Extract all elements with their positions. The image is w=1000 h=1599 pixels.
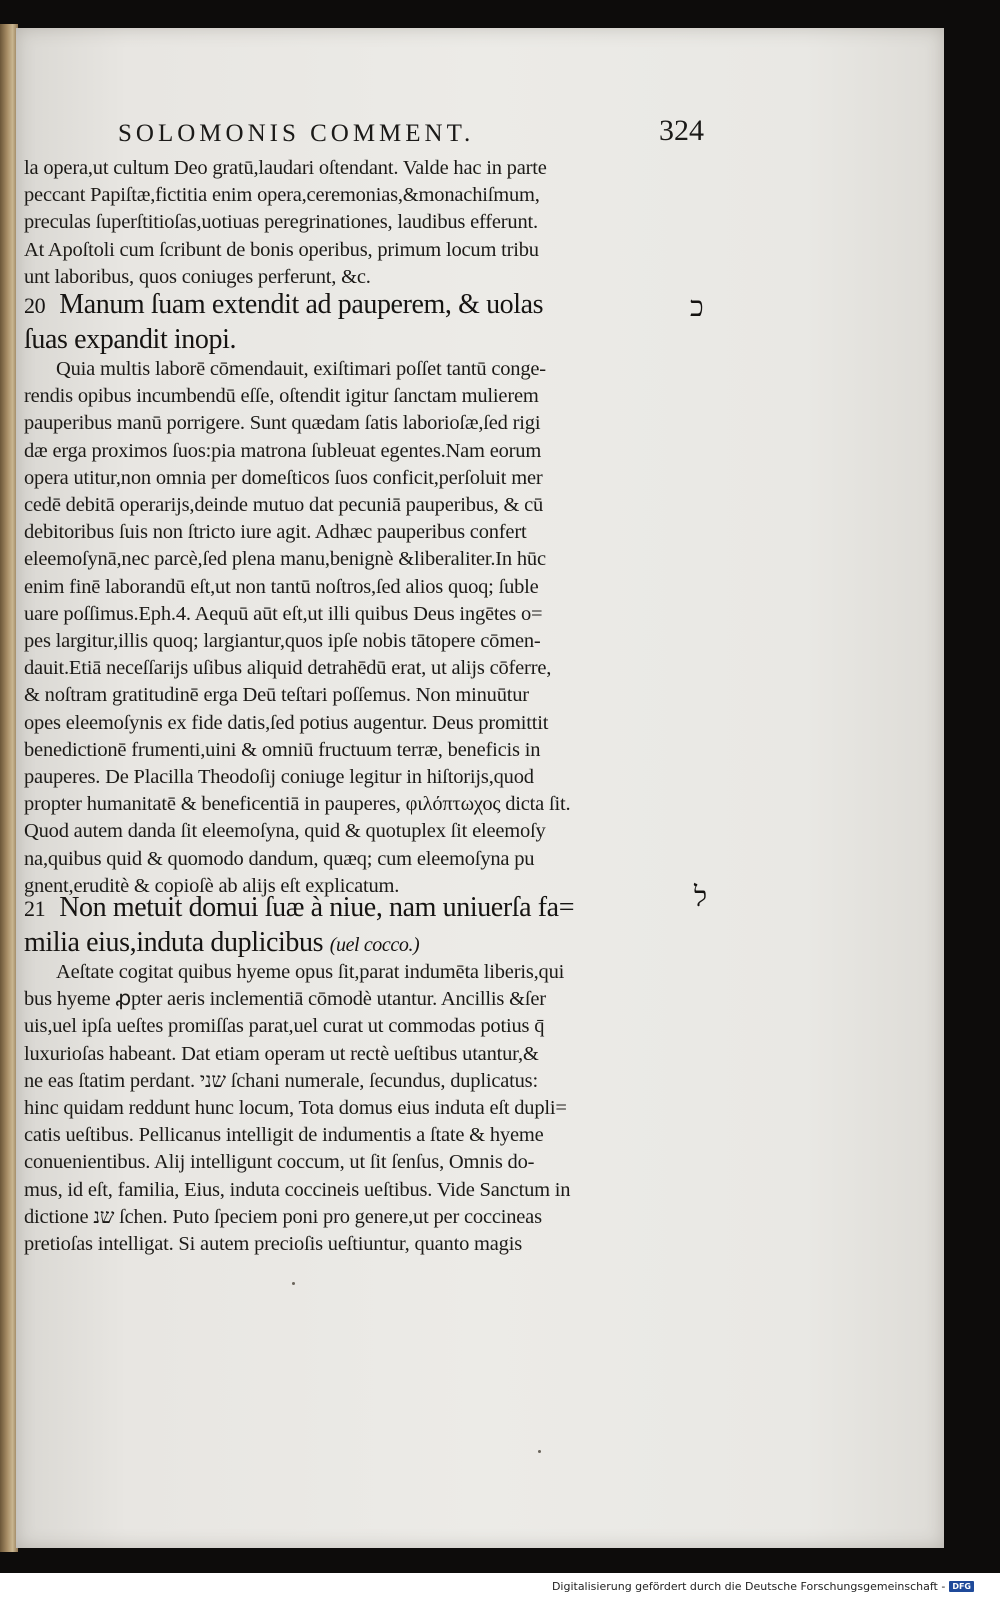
text-line: opes eleemoſynis ex fide datis,ſed potius augentur. Deus promittit	[24, 711, 549, 734]
running-head-title: SOLOMONIS COMMENT.	[118, 120, 475, 147]
verse-text: Manum ſuam extendit ad pauperem, & uolas	[59, 289, 544, 320]
text-line: uis,uel ipſa ueſtes promiſſas parat,uel curat ut commodas potius q̄	[24, 1015, 545, 1038]
text-line: benedictionē frumenti,uini & omniū fructuum terræ, beneficis in	[24, 738, 541, 761]
text-line: dæ erga proximos ſuos:pia matrona ſubleuat egentes.Nam eorum	[24, 439, 542, 462]
verse-text: milia eius,induta duplicibus	[24, 927, 324, 958]
digitization-footer	[552, 1580, 974, 1593]
text-line: bus hyeme ꝓpter aeris inclementiā cōmodè utantur. Ancillis &ſer	[24, 988, 546, 1011]
text-line: Quod autem danda ſit eleemoſyna, quid & quotuplex ſit eleemoſy	[24, 820, 546, 843]
text-line: peccant Papiſtæ,fictitia enim opera,ceremonias,&monachiſmum,	[24, 184, 540, 207]
text-line: Aeſtate cogitat quibus hyeme opus ſit,parat indumēta liberis,qui	[56, 961, 565, 983]
text-line: & noſtram gratitudinē erga Deū teſtari poſſemus. Non minuūtur	[24, 684, 529, 707]
paragraph-b	[24, 356, 704, 900]
verse-line	[24, 891, 704, 926]
verse-20	[24, 288, 704, 357]
text-line: pretioſas intelligat. Si autem precioſis ueſtiuntur, quanto magis	[24, 1233, 523, 1256]
paragraph-c	[24, 959, 704, 1258]
verse-line: ſuas expandit inopi.	[24, 324, 237, 355]
paragraph-a	[24, 155, 704, 291]
text-line: opera utitur,non omnia per domeſticos ſuos conficit,perſoluit mer	[24, 466, 543, 489]
text-line: pes largitur,illis quoq; largiantur,quos ipſe nobis tātopere cōmen-	[24, 630, 541, 653]
text-line: propter humanitatē & beneficentiā in pauperes, φιλόπτωχος dicta ſit.	[24, 793, 571, 816]
text-line: gnent,eruditè & copioſè ab alijs eſt explicatum.	[24, 874, 400, 897]
page-number: 324	[659, 114, 704, 147]
text-line: la opera,ut cultum Deo gratū,laudari oſtendant. Valde hac in parte	[24, 157, 547, 179]
text-line: mus, id eſt, familia, Eius, induta coccineis ueſtibus. Vide Sanctum in	[24, 1178, 571, 1201]
text-line: uare poſſimus.Eph.4. Aequū aūt eſt,ut illi quibus Deus ingētes o=	[24, 602, 543, 625]
verse-line	[24, 926, 704, 962]
text-line: rendis opibus incumbendū eſſe, oſtendit igitur ſanctam mulierem	[24, 385, 539, 408]
text-line: catis ueſtibus. Pellicanus intelligit de indumentis a ſtate & hyeme	[24, 1124, 544, 1147]
text-line: preculas ſuperſtitioſas,uotiuas peregrinationes, laudibus efferunt.	[24, 211, 538, 234]
text-line: debitoribus ſuis non ſtricto iure agit. Adhæc pauperibus confert	[24, 521, 527, 544]
text-line: ne eas ſtatim perdant. שני ſchani numerale, ſecundus, duplicatus:	[24, 1069, 538, 1092]
hebrew-letter-lamed: ל	[694, 880, 708, 913]
text-line: eleemoſynā,nec parcè,ſed plena manu,benignè &liberaliter.In hūc	[24, 548, 546, 571]
running-head	[118, 114, 704, 154]
verse-gloss: (uel cocco.)	[329, 934, 420, 956]
text-line: At Apoſtoli cum ſcribunt de bonis operibus, primum locum tribu	[24, 238, 539, 261]
verse-21	[24, 891, 704, 962]
text-line: conuenientibus. Alij intelligunt coccum, ut ſit ſenſus, Omnis do-	[24, 1151, 535, 1174]
text-line: luxurioſas habeant. Dat etiam operam ut rectè ueſtibus utantur,&	[24, 1042, 539, 1065]
dfg-logo: DFG	[949, 1581, 974, 1592]
footer-text: Digitalisierung gefördert durch die Deutsche Forschungsgemeinschaft -	[551, 1580, 946, 1593]
verse-text: Non metuit domui ſuæ à niue, nam uniuerſa fa=	[59, 892, 575, 923]
text-line: unt laboribus, quos coniuges perferunt, &c.	[24, 265, 371, 288]
paper-speck	[292, 1282, 295, 1285]
verse-line	[24, 288, 704, 323]
text-line: cedē debitā operarijs,deinde mutuo dat pecuniā pauperibus, & cū	[24, 494, 544, 517]
text-line: pauperes. De Placilla Theodoſij coniuge legitur in hiſtorijs,quod	[24, 766, 534, 789]
paper-speck	[538, 1450, 541, 1453]
hebrew-letter-kaf: כ	[690, 290, 704, 323]
verse-number: 20	[24, 293, 46, 318]
verse-number: 21	[24, 896, 46, 921]
text-line: pauperibus manū porrigere. Sunt quædam ſatis laborioſæ,ſed rigi	[24, 412, 541, 435]
text-line: Quia multis laborē cōmendauit, exiſtimari poſſet tantū conge-	[56, 358, 546, 380]
text-line: dictione שנ ſchen. Puto ſpeciem poni pro genere,ut per coccineas	[24, 1205, 542, 1228]
text-line: hinc quidam reddunt hunc locum, Tota domus eius induta eſt dupli=	[24, 1097, 567, 1120]
text-line: enim finē laborandū eſt,ut non tantū noſtros,ſed alios quoq; ſuble	[24, 575, 539, 598]
text-line: na,quibus quid & quomodo dandum, quæq; cum eleemoſyna pu	[24, 847, 535, 870]
text-line: dauit.Etiā neceſſarijs uſibus aliquid detrahēdū erat, ut alijs cōferre,	[24, 657, 552, 680]
